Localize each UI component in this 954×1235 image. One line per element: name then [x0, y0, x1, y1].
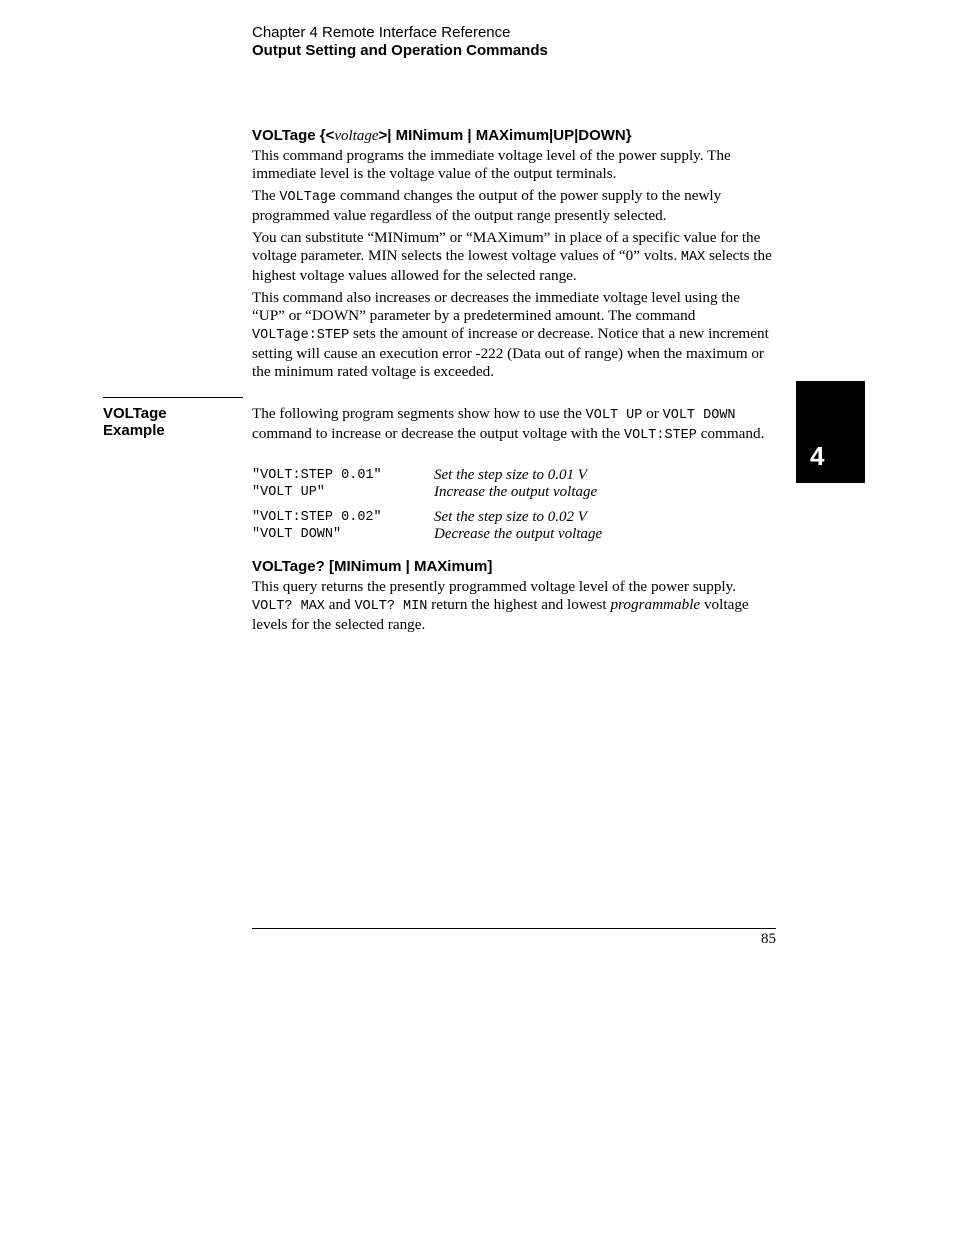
- section-heading: Output Setting and Operation Commands: [252, 42, 548, 59]
- intro-text-c: command to increase or decrease the output voltage with the: [252, 425, 624, 442]
- example-note: Set the step size to 0.01 V: [434, 467, 587, 483]
- voltage-query-heading: VOLTage? [MINimum | MAXimum]: [252, 558, 493, 575]
- example-note: Set the step size to 0.02 V: [434, 509, 587, 525]
- example-note: Increase the output voltage: [434, 484, 598, 500]
- p2-text-b: command changes the output of the power supply to the newly programmed value regardless of the output range presently selected.: [252, 187, 722, 224]
- voltage-heading-pre: VOLTage {<: [252, 127, 335, 144]
- voltage-heading-post: >| MINimum | MAXimum|UP|DOWN}: [378, 127, 632, 144]
- page-number: 85: [761, 931, 776, 947]
- chapter-tab: [796, 381, 865, 483]
- query-code-min: VOLT? MIN: [354, 599, 428, 614]
- example-intro-paragraph: [252, 405, 776, 445]
- footer-rule: [252, 928, 776, 929]
- example-code: "VOLT DOWN": [252, 527, 342, 542]
- query-code-max: VOLT? MAX: [252, 599, 325, 614]
- voltage-command-description: [252, 147, 776, 385]
- query-text-c: return the highest and lowest: [427, 596, 611, 613]
- query-text-a: This query returns the presently programmed voltage level of the power supply.: [252, 578, 737, 595]
- example-label-line2: Example: [103, 422, 165, 439]
- voltage-paragraph-2: [252, 187, 776, 225]
- voltage-heading-param: voltage: [334, 128, 379, 144]
- example-side-label: [103, 405, 167, 439]
- intro-text-a: The following program segments show how to use the: [252, 405, 586, 422]
- intro-code-volt-up: VOLT UP: [585, 408, 643, 423]
- intro-code-volt-step: VOLT:STEP: [623, 428, 697, 443]
- query-text-d: voltage levels for the selected range.: [252, 596, 749, 633]
- p3-text-a: You can substitute “MINimum” or “MAXimum” in place of a specific value for the voltage parameter. MIN selects the lowest voltage values of “0” volts.: [252, 229, 761, 264]
- chapter-heading: Chapter 4 Remote Interface Reference: [252, 24, 511, 41]
- voltage-command-heading: [252, 127, 632, 145]
- example-label-line1: VOLTage: [103, 405, 167, 422]
- intro-code-volt-down: VOLT DOWN: [662, 408, 736, 423]
- intro-text-d: command.: [696, 425, 765, 442]
- p2-text-a: The: [252, 187, 280, 204]
- p4-code: VOLTage:STEP: [252, 328, 350, 343]
- voltage-paragraph-4: [252, 289, 776, 381]
- example-code: "VOLT:STEP 0.01": [252, 468, 382, 483]
- query-text-b: and: [324, 596, 355, 613]
- example-intro: [252, 405, 776, 449]
- query-paragraph: [252, 578, 776, 634]
- p2-code: VOLTage: [279, 190, 337, 205]
- example-code: "VOLT:STEP 0.02": [252, 510, 382, 525]
- chapter-tab-number: 4: [810, 441, 825, 471]
- p4-text-b: sets the amount of increase or decrease. Notice that a new increment setting will cause an execution error -222 (Data out of range) when the maximum or the minimum rated voltage is exceeded.: [252, 325, 769, 380]
- voltage-paragraph-1: This command programs the immediate voltage level of the power supply. The immediate level is the voltage value of the output terminals.: [252, 147, 731, 182]
- p3-text-b: selects the highest voltage values allowed for the selected range.: [252, 247, 772, 284]
- example-code: "VOLT UP": [252, 485, 325, 500]
- example-note: Decrease the output voltage: [434, 526, 603, 542]
- voltage-paragraph-3: [252, 229, 776, 285]
- query-italic-word: programmable: [610, 596, 701, 613]
- intro-text-b: or: [642, 405, 663, 422]
- side-label-rule: [103, 397, 243, 398]
- voltage-query-description: [252, 578, 776, 638]
- p4-text-a: This command also increases or decreases the immediate voltage level using the “UP” or “DOWN” parameter by a predetermined amount. The command: [252, 289, 740, 324]
- p3-code: MAX: [680, 250, 706, 265]
